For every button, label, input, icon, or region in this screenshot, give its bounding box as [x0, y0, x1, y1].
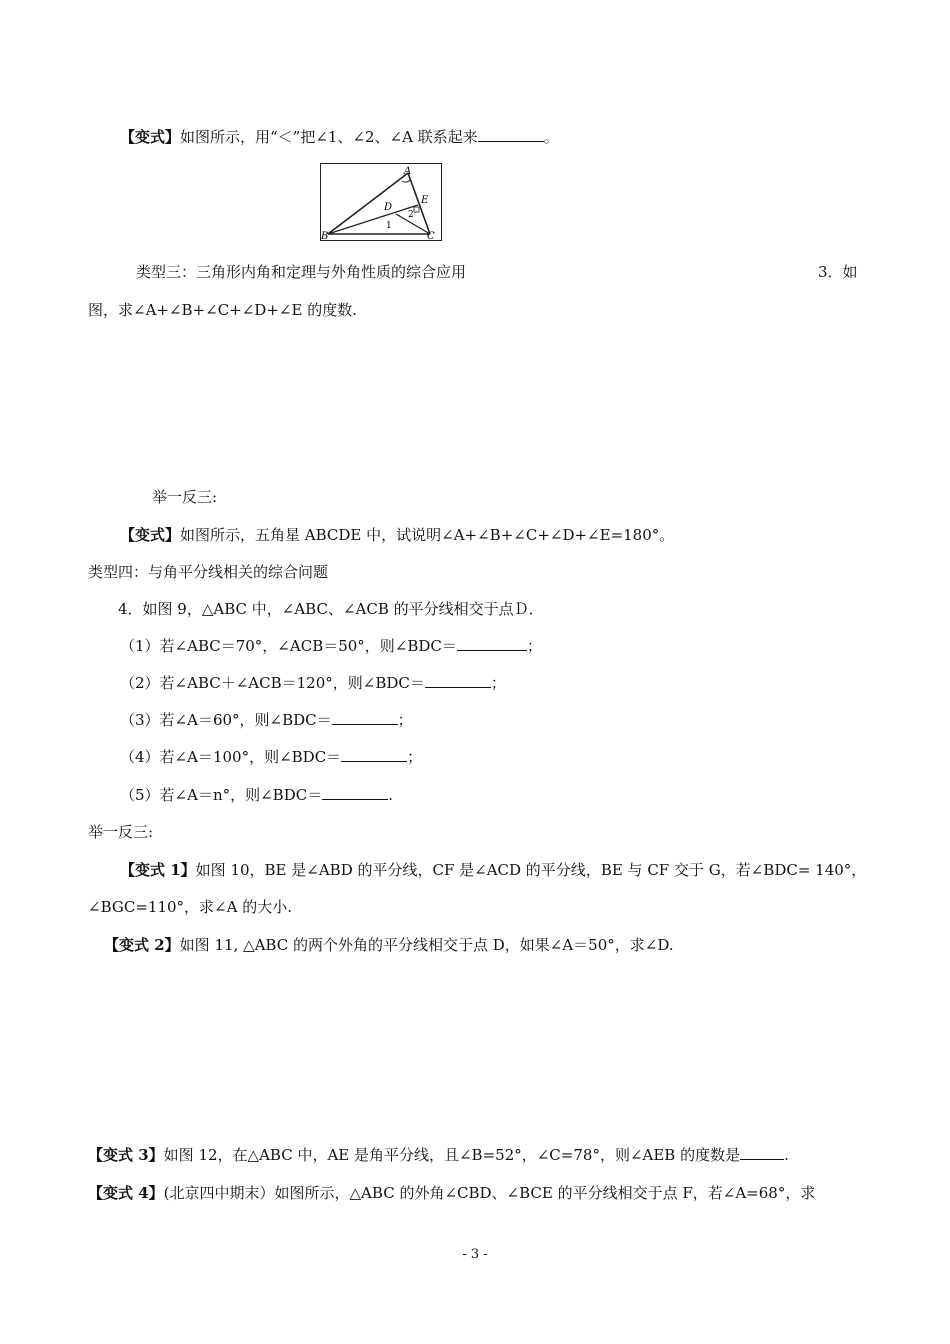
- variant-4: [88, 1183, 815, 1203]
- punct: ；: [397, 711, 413, 729]
- answer-blank: [478, 127, 544, 142]
- question4-item-1: [120, 636, 542, 656]
- answer-blank: [341, 747, 407, 762]
- answer-blank: [322, 785, 388, 800]
- punct: 。: [543, 128, 559, 146]
- variant-1-continued: ∠BGC=110°，求∠A 的大小.: [88, 898, 292, 916]
- punct: ；: [526, 637, 542, 655]
- punct: ；: [490, 674, 506, 692]
- variant-tag: 【变式 4】: [88, 1184, 164, 1202]
- question3-number: 3．如: [818, 263, 858, 281]
- item-text: （4）若∠A＝100°，则∠BDC＝: [120, 748, 342, 766]
- page-number: - 3 -: [462, 1247, 488, 1262]
- variant-text: (北京四中期末）如图所示，△ABC 的外角∠CBD、∠BCE 的平分线相交于点 F，若∠A=68°，求: [163, 1184, 816, 1202]
- item-text: （2）若∠ABC＋∠ACB＝120°，则∠BDC＝: [120, 674, 425, 692]
- punct: .: [388, 786, 393, 804]
- label-angle-1: 1: [386, 221, 392, 231]
- variant-tag: 【变式 1】: [120, 861, 196, 879]
- variant-text: 如图所示，五角星 ABCDE 中，试说明∠A+∠B+∠C+∠D+∠E=180°。: [180, 526, 675, 544]
- question4-item-3: [120, 710, 413, 730]
- item-text: （5）若∠A＝n°，则∠BDC＝: [120, 786, 323, 804]
- label-e: E: [421, 195, 429, 206]
- label-angle-2: 2: [408, 210, 414, 220]
- practice-heading: 举一反三:: [88, 823, 154, 841]
- triangle-figure: [320, 163, 442, 241]
- label-d: D: [384, 202, 393, 213]
- variant-compare-angles: [120, 127, 559, 147]
- type3-heading: 类型三：三角形内角和定理与外角性质的综合应用: [136, 263, 467, 281]
- answer-blank: [332, 710, 398, 725]
- variant-tag: 【变式 3】: [88, 1146, 164, 1164]
- item-text: （1）若∠ABC＝70°，∠ACB＝50°，则∠BDC＝: [120, 637, 457, 655]
- variant-1: [120, 860, 866, 880]
- practice-heading: 举一反三:: [152, 488, 218, 506]
- label-b: B: [321, 231, 329, 241]
- answer-blank: [425, 673, 491, 688]
- label-c: C: [427, 231, 435, 241]
- variant-text: 如图 10，BE 是∠ABD 的平分线，CF 是∠ACD 的平分线，BE 与 CF 交于 G，若∠BDC= 140°，: [195, 861, 867, 879]
- variant-tag: 【变式 2】: [104, 936, 180, 954]
- question4-item-4: [120, 747, 422, 767]
- question4-stem: 4．如图 9，△ABC 中，∠ABC、∠ACB 的平分线相交于点Ｄ．: [118, 600, 544, 618]
- variant-text: 如图 12，在△ABC 中，AE 是角平分线，且∠B=52°，∠C=78°，则∠AEB 的度数是: [163, 1146, 741, 1164]
- variant-3: [88, 1145, 789, 1165]
- variant-star: [120, 525, 674, 545]
- variant-tag: 【变式】: [120, 526, 181, 544]
- variant-text: 如图 11, △ABC 的两个外角的平分线相交于点 D，如果∠A＝50°，求∠D.: [179, 936, 674, 954]
- variant-2: [104, 935, 674, 955]
- type4-heading: 类型四：与角平分线相关的综合问题: [88, 563, 329, 581]
- variant-text: 如图所示，用“＜”把∠1、∠2、∠A 联系起来: [180, 128, 478, 146]
- question3-continued: 图，求∠A+∠B+∠C+∠D+∠E 的度数.: [88, 301, 357, 319]
- label-a: A: [404, 166, 412, 177]
- answer-blank: [457, 636, 527, 651]
- variant-tag: 【变式】: [120, 128, 181, 146]
- item-text: （3）若∠A＝60°，则∠BDC＝: [120, 711, 332, 729]
- punct: ；: [407, 748, 423, 766]
- punct: .: [784, 1146, 789, 1164]
- answer-blank: [740, 1145, 784, 1160]
- question4-item-5: [120, 785, 393, 805]
- question4-item-2: [120, 673, 506, 693]
